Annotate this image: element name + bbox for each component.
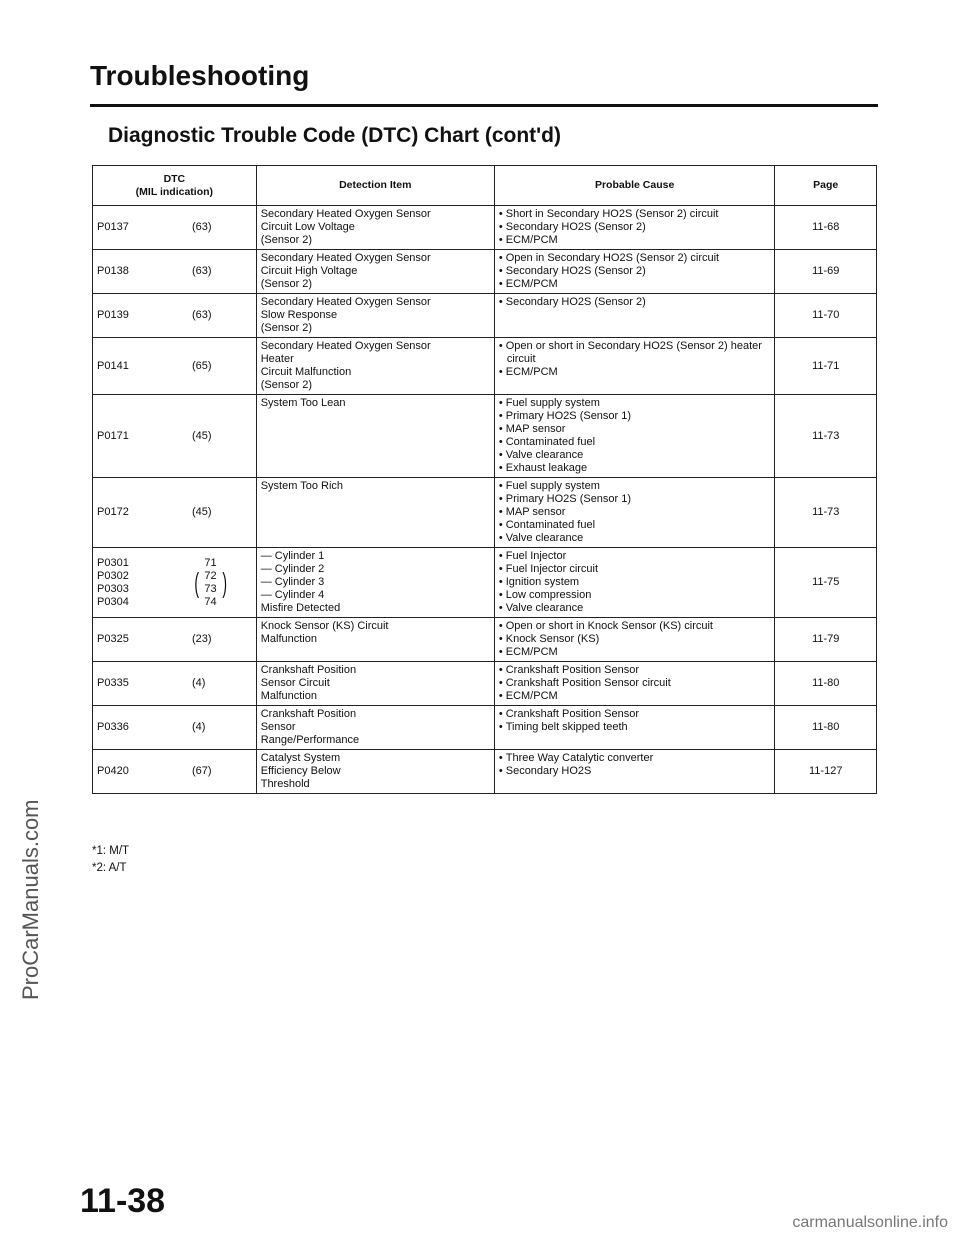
cause-cell [494, 618, 775, 662]
cause-item: • Short in Secondary HO2S (Sensor 2) circuit [499, 208, 771, 221]
cause-item: • Ignition system [499, 576, 771, 589]
cause-item: • Exhaust leakage [499, 462, 771, 475]
detection-cell [256, 338, 494, 395]
dtc-code: P0336 [97, 721, 129, 733]
mil-indication: (65) [192, 359, 212, 372]
misfire-codes-cell [93, 548, 257, 618]
header-cause: Probable Cause [494, 166, 775, 206]
table-body-misfire [93, 548, 877, 618]
table-row-misfire [93, 548, 877, 618]
cause-item: • Crankshaft Position Sensor [499, 708, 771, 721]
page-ref: 11-75 [775, 548, 877, 618]
side-watermark: ProCarManuals.com [18, 799, 43, 1000]
cause-item: • Primary HO2S (Sensor 1) [499, 410, 771, 423]
dtc-code: P0325 [97, 633, 129, 645]
cause-item: • MAP sensor [499, 506, 771, 519]
detection-line: Secondary Heated Oxygen Sensor [260, 340, 431, 352]
page-ref: 11-79 [775, 618, 877, 662]
cause-item: • ECM/PCM [499, 278, 771, 291]
mil-indication: (67) [192, 765, 212, 777]
misfire-detection-cell [256, 548, 494, 618]
page-ref: 11-70 [775, 294, 877, 338]
detection-line: Knock Sensor (KS) Circuit [260, 620, 389, 632]
cause-item: • Knock Sensor (KS) [499, 633, 771, 646]
cause-item: • Fuel Injector circuit [499, 563, 771, 576]
page-title: Troubleshooting [90, 60, 310, 91]
cause-cell [494, 395, 775, 478]
detection-line: Catalyst System [260, 752, 341, 764]
cause-item: • Open in Secondary HO2S (Sensor 2) circuit [499, 252, 771, 265]
cause-item: • Crankshaft Position Sensor circuit [499, 677, 771, 690]
mil-number: 71 [204, 556, 217, 569]
table-row [93, 618, 877, 662]
table-row [93, 750, 877, 794]
cause-item: • Open or short in Knock Sensor (KS) circuit [499, 620, 771, 633]
cause-item: • Valve clearance [499, 532, 771, 545]
footnote: *1: M/T [92, 845, 130, 857]
table-row [93, 478, 877, 548]
detection-line: Misfire Detected [260, 602, 341, 614]
cause-item: • Secondary HO2S [499, 765, 771, 778]
dtc-code: P0141 [97, 359, 129, 372]
table-body-bottom [93, 618, 877, 794]
detection-line: Heater [260, 353, 294, 365]
detection-line: Malfunction [260, 690, 317, 702]
cause-cell [494, 338, 775, 395]
cause-cell [494, 478, 775, 548]
cause-cell [494, 206, 775, 250]
cause-item: • Three Way Catalytic converter [499, 752, 771, 765]
dtc-cell [93, 395, 257, 478]
dtc-code: P0137 [97, 221, 129, 233]
dtc-code: P0138 [97, 265, 129, 277]
mil-indication: (63) [192, 309, 212, 321]
detection-line: (Sensor 2) [260, 278, 313, 290]
dtc-cell [93, 750, 257, 794]
detection-cell [256, 250, 494, 294]
cause-item: • Contaminated fuel [499, 436, 771, 449]
cause-item: • Secondary HO2S (Sensor 2) [499, 265, 771, 278]
table-row [93, 206, 877, 250]
cause-item: • Secondary HO2S (Sensor 2) [499, 296, 771, 309]
title-rule [90, 104, 878, 107]
detection-line: Circuit Low Voltage [260, 221, 355, 233]
table-row [93, 706, 877, 750]
cause-item: • Open or short in Secondary HO2S (Sensor 2) heater circuit [499, 340, 771, 366]
page-ref: 11-80 [775, 706, 877, 750]
dtc-cell [93, 706, 257, 750]
table-row [93, 338, 877, 395]
footer-watermark: carmanualsonline.info [792, 1214, 948, 1231]
detection-line: Efficiency Below [260, 765, 341, 777]
mil-number: 74 [204, 595, 217, 608]
page-ref: 11-80 [775, 662, 877, 706]
dtc-cell [93, 478, 257, 548]
mil-indication: (4) [192, 721, 206, 733]
page-ref: 11-69 [775, 250, 877, 294]
detection-line: Slow Response [260, 309, 338, 321]
dtc-code: P0335 [97, 677, 129, 689]
table-row [93, 294, 877, 338]
page-ref: 11-73 [775, 478, 877, 548]
page-ref: 11-127 [775, 750, 877, 794]
page-ref: 11-73 [775, 395, 877, 478]
page-ref: 11-71 [775, 338, 877, 395]
dtc-cell [93, 662, 257, 706]
dtc-cell [93, 618, 257, 662]
mil-indication: (45) [192, 429, 212, 442]
mil-indication: (23) [192, 633, 212, 645]
detection-line: Crankshaft Position [260, 708, 357, 720]
detection-line: Crankshaft Position [260, 664, 357, 676]
detection-line: (Sensor 2) [260, 379, 313, 391]
cause-item: • Fuel supply system [499, 397, 771, 410]
detection-cell [256, 206, 494, 250]
cause-item: • Secondary HO2S (Sensor 2) [499, 221, 771, 234]
dtc-code: P0139 [97, 309, 129, 321]
cause-item: • ECM/PCM [499, 690, 771, 703]
detection-cell [256, 294, 494, 338]
table-header-row [93, 166, 877, 206]
dtc-code: P0304 [97, 595, 129, 608]
cause-item: • Fuel supply system [499, 480, 771, 493]
dtc-cell [93, 338, 257, 395]
detection-line: — Cylinder 2 [260, 563, 325, 575]
cause-item: • Valve clearance [499, 449, 771, 462]
mil-indication: (63) [192, 265, 212, 277]
dtc-cell [93, 250, 257, 294]
detection-line: Secondary Heated Oxygen Sensor [260, 296, 431, 308]
footnote: *2: A/T [92, 862, 127, 874]
detection-line: (Sensor 2) [260, 234, 313, 246]
mil-indication: (45) [192, 506, 212, 518]
cause-cell [494, 706, 775, 750]
page-number: 11-38 [80, 1182, 166, 1220]
detection-cell [256, 750, 494, 794]
cause-item: • Fuel Injector [499, 550, 771, 563]
page-ref: 11-68 [775, 206, 877, 250]
table-row [93, 250, 877, 294]
table-row [93, 395, 877, 478]
mil-indication: (63) [192, 221, 212, 233]
mil-number: 72 [204, 569, 217, 582]
detection-cell [256, 395, 494, 478]
detection-line: System Too Lean [260, 397, 346, 409]
right-paren: ) [222, 566, 227, 598]
table-body-top [93, 206, 877, 548]
cause-cell [494, 294, 775, 338]
cause-item: • ECM/PCM [499, 234, 771, 247]
header-page: Page [775, 166, 877, 206]
detection-cell [256, 662, 494, 706]
dtc-code: P0420 [97, 765, 129, 777]
detection-cell [256, 618, 494, 662]
cause-item: • Primary HO2S (Sensor 1) [499, 493, 771, 506]
dtc-code: P0302 [97, 569, 129, 582]
mil-number: 73 [204, 582, 217, 595]
detection-line: Circuit Malfunction [260, 366, 352, 378]
detection-line: Secondary Heated Oxygen Sensor [260, 208, 431, 220]
section-title: Diagnostic Trouble Code (DTC) Chart (cont'd) [108, 124, 561, 147]
detection-line: Secondary Heated Oxygen Sensor [260, 252, 431, 264]
detection-line: (Sensor 2) [260, 322, 313, 334]
cause-item: • Crankshaft Position Sensor [499, 664, 771, 677]
detection-line: Range/Performance [260, 734, 360, 746]
footnotes [92, 843, 129, 877]
detection-line: — Cylinder 1 [260, 550, 325, 562]
cause-item: • Low compression [499, 589, 771, 602]
detection-line: Sensor Circuit [260, 677, 330, 689]
detection-line: — Cylinder 4 [260, 589, 325, 601]
left-paren: ( [194, 566, 199, 598]
dtc-cell [93, 206, 257, 250]
dtc-table [92, 165, 877, 794]
cause-item: • Contaminated fuel [499, 519, 771, 532]
cause-item: • Timing belt skipped teeth [499, 721, 771, 734]
cause-item: • ECM/PCM [499, 366, 771, 379]
detection-cell [256, 478, 494, 548]
dtc-cell [93, 294, 257, 338]
cause-cell [494, 250, 775, 294]
dtc-code: P0303 [97, 582, 129, 595]
dtc-code: P0171 [97, 429, 129, 442]
detection-line: — Cylinder 3 [260, 576, 325, 588]
detection-line: Threshold [260, 778, 310, 790]
dtc-code: P0301 [97, 556, 129, 569]
detection-line: Circuit High Voltage [260, 265, 358, 277]
cause-cell [494, 750, 775, 794]
detection-cell [256, 706, 494, 750]
misfire-cause-cell [494, 548, 775, 618]
detection-line: Malfunction [260, 633, 317, 645]
cause-item: • ECM/PCM [499, 646, 771, 659]
mil-indication: (4) [192, 677, 206, 689]
detection-line: Sensor [260, 721, 296, 733]
cause-cell [494, 662, 775, 706]
cause-item: • MAP sensor [499, 423, 771, 436]
dtc-code: P0172 [97, 506, 129, 518]
header-dtc: DTC (MIL indication) [93, 166, 257, 206]
header-detection: Detection Item [256, 166, 494, 206]
detection-line: System Too Rich [260, 480, 344, 492]
cause-item: • Valve clearance [499, 602, 771, 615]
table-row [93, 662, 877, 706]
